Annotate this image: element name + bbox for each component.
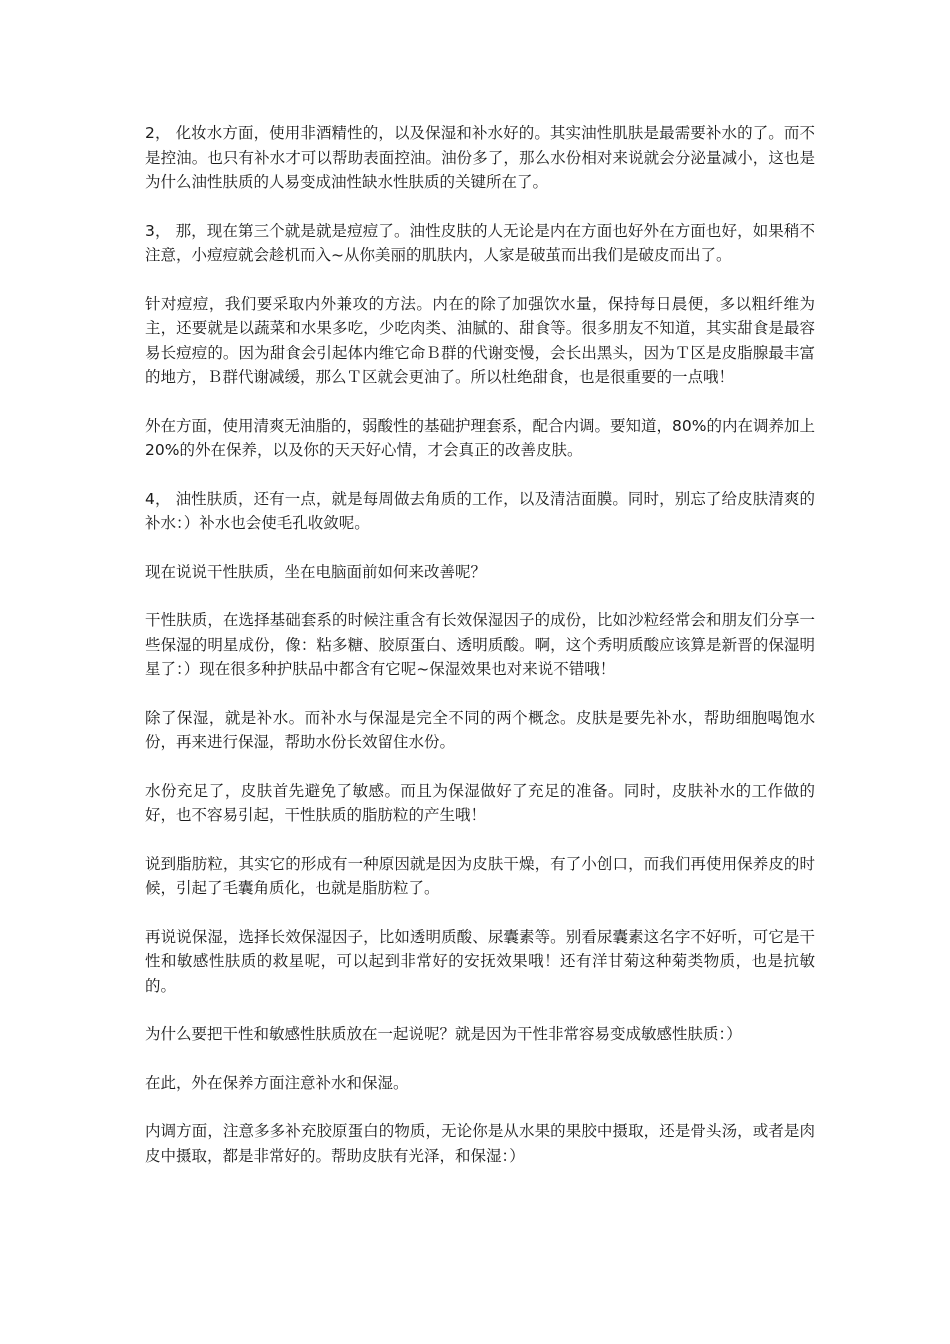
paragraph-exfoliation: 4， 油性肤质，还有一点，就是每周做去角质的工作，以及清洁面膜。同时，别忘了给皮肤清爽的补水：）补水也会使毛孔收敛呢。 [145, 489, 815, 532]
paragraph-acne-internal: 针对痘痘，我们要采取内外兼攻的方法。内在的除了加强饮水量，保持每日晨便，多以粗纤维为主，还要就是以蔬菜和水果多吃，少吃肉类、油腻的、甜食等。很多朋友不知道，其实甜食是最容易长痘痘的。因为甜食会引起体内维它命Ｂ群的代谢变慢，会长出黑头，因为Ｔ区是皮脂腺最丰富的地方，Ｂ群代谢减缓，那么Ｔ区就会更油了。所以杜绝甜食，也是很重要的一点哦！ [145, 294, 815, 386]
paragraph-hydration: 除了保湿，就是补水。而补水与保湿是完全不同的两个概念。皮肤是要先补水，帮助细胞喝饱水份，再来进行保湿，帮助水份长效留住水份。 [145, 708, 815, 751]
paragraph-acne-intro: 3， 那，现在第三个就是就是痘痘了。油性皮肤的人无论是内在方面也好外在方面也好，如果稍不注意，小痘痘就会趁机而入~从你美丽的肌肤内，人家是破茧而出我们是破皮而出了。 [145, 221, 815, 264]
paragraph-hydration-benefits: 水份充足了，皮肤首先避免了敏感。而且为保湿做好了充足的准备。同时，皮肤补水的工作做的好，也不容易引起，干性肤质的脂肪粒的产生哦！ [145, 781, 815, 824]
paragraph-dry-skin-intro: 现在说说干性肤质，坐在电脑面前如何来改善呢？ [145, 562, 487, 581]
paragraph-toner: 2， 化妆水方面，使用非酒精性的，以及保湿和补水好的。其实油性肌肤是最需要补水的了。而不是控油。也只有补水才可以帮助表面控油。油份多了，那么水份相对来说就会分泌量减小，这也是为什么油性肤质的人易变成油性缺水性肤质的关键所在了。 [145, 124, 815, 191]
paragraph-acne-external: 外在方面，使用清爽无油脂的，弱酸性的基础护理套系，配合内调。要知道，80%的内在调养加上 20%的外在保养，以及你的天天好心情，才会真正的改善皮肤。 [145, 416, 815, 459]
paragraph-dry-skin-moisturizing: 干性肤质，在选择基础套系的时候注重含有长效保湿因子的成份，比如沙粒经常会和朋友们分享一些保湿的明星成份，像：粘多糖、胶原蛋白、透明质酸。啊，这个秀明质酸应该算是新晋的保湿明星了：）现在很多种护肤品中都含有它呢~保湿效果也对来说不错哦！ [145, 611, 815, 678]
paragraph-milia: 说到脂肪粒，其实它的形成有一种原因就是因为皮肤干燥，有了小创口，而我们再使用保养皮的时候，引起了毛囊角质化，也就是脂肪粒了。 [145, 854, 815, 897]
paragraph-internal-care: 内调方面，注意多多补充胶原蛋白的物质，无论你是从水果的果胶中摄取，还是骨头汤，或者是肉皮中摄取，都是非常好的。帮助皮肤有光泽，和保湿：） [145, 1122, 815, 1165]
document-body [145, 121, 815, 1192]
paragraph-dry-sensitive: 为什么要把干性和敏感性肤质放在一起说呢？就是因为干性非常容易变成敏感性肤质：） [145, 1025, 742, 1043]
paragraph-external-care: 在此，外在保养方面注意补水和保湿。 [145, 1073, 409, 1092]
paragraph-moisturizing-factors: 再说说保湿，选择长效保湿因子，比如透明质酸、尿囊素等。别看尿囊素这名字不好听，可它是干性和敏感性肤质的救星呢，可以起到非常好的安抚效果哦！还有洋甘菊这种菊类物质，也是抗敏的。 [145, 927, 815, 995]
